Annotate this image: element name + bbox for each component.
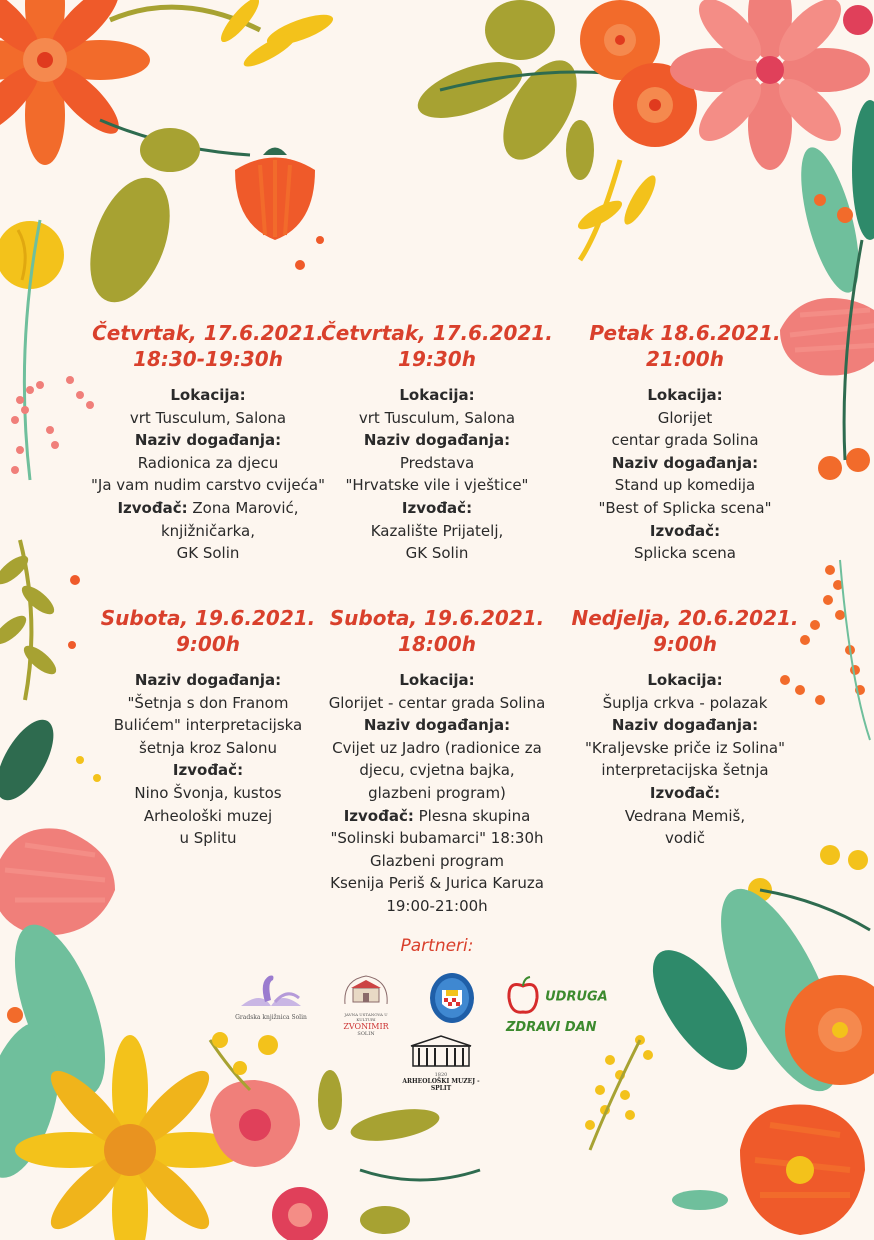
event-detail-line — [83, 759, 333, 782]
event-detail-line — [312, 669, 562, 692]
event-detail-line — [560, 474, 810, 497]
event-detail-text: vrt Tusculum, Salona — [358, 408, 516, 427]
event-detail-label: Naziv događanja: — [134, 671, 282, 689]
event-date: Subota, 19.6.2021. — [329, 606, 545, 630]
event-4 — [83, 605, 333, 850]
event-time: 9:00h — [653, 632, 717, 656]
event-detail-text: "Kraljevske priče iz Solina" — [584, 738, 786, 757]
event-detail-line — [83, 520, 333, 543]
event-detail-label: Naziv događanja: — [134, 431, 282, 450]
event-details — [560, 669, 810, 850]
museum-year: 1820 — [434, 1072, 448, 1078]
event-detail-text: djecu, cvjetna bajka, — [359, 761, 515, 780]
event-detail-text: Glazbeni program — [369, 851, 505, 870]
event-detail-text: šetnja kroz Salonu — [139, 738, 277, 757]
event-detail-line — [312, 407, 562, 430]
zdravi-dan-logo — [506, 976, 644, 1035]
event-detail-line — [312, 872, 562, 895]
event-detail-label: Izvođač: — [343, 806, 414, 825]
event-detail-line — [83, 384, 333, 407]
event-detail-text: Predstava — [399, 453, 475, 472]
event-detail-line — [560, 384, 810, 407]
event-detail-line — [560, 407, 810, 430]
event-detail-line — [83, 474, 333, 497]
event-detail-text: Cvijet uz Jadro (radionice za — [332, 738, 542, 757]
event-detail-line — [560, 452, 810, 475]
event-detail-text: "Solinski bubamarci" 18:30h — [330, 829, 544, 848]
event-time: 18:30-19:30h — [133, 347, 283, 371]
zvonimir-arc-text: JAVNA USTANOVA U KULTURI — [344, 1012, 388, 1022]
event-detail-text: Glorijet - centar grada Solina — [328, 693, 546, 712]
event-detail-line — [83, 805, 333, 828]
event-detail-line — [312, 474, 562, 497]
event-date: Četvrtak, 17.6.2021. — [321, 321, 553, 345]
event-detail-text: "Hrvatske vile i vještice" — [345, 476, 529, 495]
event-detail-line — [560, 805, 810, 828]
event-detail-line — [312, 805, 562, 828]
event-detail-line — [560, 827, 810, 850]
event-detail-text: Glorijet — [657, 408, 713, 427]
event-detail-line — [83, 737, 333, 760]
event-detail-line — [312, 692, 562, 715]
event-detail-text: Nino Švonja, kustos — [134, 783, 282, 802]
event-detail-line — [83, 782, 333, 805]
event-detail-line — [312, 384, 562, 407]
event-detail-label: Naziv događanja: — [363, 716, 511, 735]
zvonimir-city: SOLIN — [357, 1031, 375, 1037]
event-detail-line — [312, 782, 562, 805]
event-detail-line — [312, 714, 562, 737]
zvonimir-building-icon — [339, 974, 393, 1008]
event-detail-line — [83, 407, 333, 430]
event-detail-label: Izvođač: — [172, 761, 244, 780]
event-detail-line — [312, 497, 562, 520]
event-detail-line — [560, 759, 810, 782]
event-detail-line — [312, 850, 562, 873]
event-detail-text: interpretacijska šetnja — [601, 761, 769, 780]
event-details — [312, 384, 562, 565]
event-detail-line — [83, 429, 333, 452]
event-detail-text: "Best of Splicka scena" — [598, 498, 772, 517]
zvonimir-name: ZVONIMIR — [343, 1022, 389, 1031]
event-detail-line — [83, 669, 333, 692]
event-detail-line — [560, 692, 810, 715]
museum-building-icon — [409, 1034, 473, 1068]
library-logo-text: Gradska knjižnica Solin — [235, 1014, 307, 1021]
event-detail-line — [560, 497, 810, 520]
event-time: 18:00h — [398, 632, 476, 656]
event-detail-line — [83, 452, 333, 475]
event-detail-line — [83, 827, 333, 850]
event-detail-text: glazbeni program) — [368, 783, 506, 802]
zdravi-dan-name: UDRUGA ZDRAVI DAN — [506, 989, 608, 1035]
solin-coat-of-arms — [428, 972, 476, 1028]
event-detail-line — [560, 542, 810, 565]
event-1 — [83, 320, 333, 565]
event-detail-text: vrt Tusculum, Salona — [129, 408, 287, 427]
swan-book-icon — [231, 972, 311, 1010]
event-date: Petak 18.6.2021. — [589, 321, 781, 345]
event-detail-line — [312, 737, 562, 760]
coat-of-arms-icon — [428, 972, 476, 1024]
event-detail-text: Zona Marović, — [187, 498, 299, 517]
event-detail-text: GK Solin — [176, 544, 240, 563]
zvonimir-logo — [336, 974, 396, 1037]
event-detail-text: Kazalište Prijatelj, — [370, 521, 504, 540]
event-detail-line — [312, 429, 562, 452]
event-date: Subota, 19.6.2021. — [100, 606, 316, 630]
event-detail-text: Radionica za djecu — [137, 453, 279, 472]
event-detail-label: Lokacija: — [170, 386, 246, 404]
bottom-right-flowers — [585, 873, 874, 1235]
event-detail-label: Naziv događanja: — [611, 716, 759, 735]
event-detail-label: Izvođač: — [117, 498, 188, 517]
event-detail-text: Vedrana Memiš, — [624, 806, 746, 825]
event-6 — [560, 605, 810, 850]
event-date: Četvrtak, 17.6.2021. — [92, 321, 324, 345]
event-detail-text: Splicka scena — [634, 544, 736, 563]
event-detail-line — [560, 714, 810, 737]
event-detail-line — [83, 542, 333, 565]
event-detail-text: "Ja vam nudim carstvo cvijeća" — [91, 476, 325, 495]
event-details — [560, 384, 810, 565]
event-detail-label: Naziv događanja: — [611, 453, 759, 472]
event-3 — [560, 320, 810, 565]
event-detail-line — [560, 429, 810, 452]
event-detail-label: Lokacija: — [399, 671, 475, 689]
event-2 — [312, 320, 562, 565]
event-5 — [312, 605, 562, 918]
event-detail-label: Izvođač: — [401, 498, 473, 517]
event-time: 9:00h — [176, 632, 240, 656]
event-detail-text: Stand up komedija — [614, 476, 756, 495]
event-detail-line — [312, 895, 562, 918]
event-detail-text: centar grada Solina — [611, 431, 759, 450]
event-detail-line — [83, 692, 333, 715]
archaeological-museum-logo — [396, 1034, 486, 1092]
event-detail-label: Naziv događanja: — [363, 431, 511, 450]
event-detail-line — [312, 759, 562, 782]
event-detail-text: 19:00-21:00h — [386, 896, 488, 915]
event-detail-line — [560, 782, 810, 805]
partners-title: Partneri: — [400, 936, 474, 956]
event-details — [83, 669, 333, 850]
event-detail-label: Lokacija: — [399, 386, 475, 404]
event-detail-line — [560, 737, 810, 760]
event-detail-text: Bulićem" interpretacijska — [113, 716, 303, 735]
event-date: Nedjelja, 20.6.2021. — [571, 606, 799, 630]
event-details — [83, 384, 333, 565]
event-detail-text: Plesna skupina — [413, 806, 531, 825]
event-detail-text: vodič — [665, 829, 705, 848]
event-detail-text: u Splitu — [179, 829, 237, 848]
event-detail-label: Izvođač: — [649, 783, 721, 802]
event-detail-text: Ksenija Periš & Jurica Karuza — [330, 874, 544, 893]
event-detail-text: knjižničarka, — [160, 521, 256, 540]
apple-icon — [506, 976, 540, 1016]
event-detail-line — [312, 542, 562, 565]
event-detail-text: Šuplja crkva - polazak — [602, 693, 768, 712]
event-detail-line — [312, 520, 562, 543]
event-detail-line — [560, 669, 810, 692]
event-time: 21:00h — [646, 347, 724, 371]
museum-name: ARHEOLOŠKI MUZEJ - SPLIT — [402, 1078, 480, 1092]
event-detail-line — [312, 452, 562, 475]
event-detail-text: GK Solin — [405, 544, 469, 563]
event-detail-line — [83, 714, 333, 737]
event-detail-line — [312, 827, 562, 850]
event-detail-label: Lokacija: — [647, 671, 723, 689]
event-detail-line — [83, 497, 333, 520]
event-detail-text: "Šetnja s don Franom — [127, 693, 289, 712]
event-detail-label: Izvođač: — [649, 521, 721, 540]
event-details — [312, 669, 562, 918]
event-detail-text: Arheološki muzej — [143, 806, 273, 825]
event-detail-label: Lokacija: — [647, 386, 723, 404]
event-detail-line — [560, 520, 810, 543]
event-time: 19:30h — [398, 347, 476, 371]
library-logo — [228, 972, 314, 1021]
